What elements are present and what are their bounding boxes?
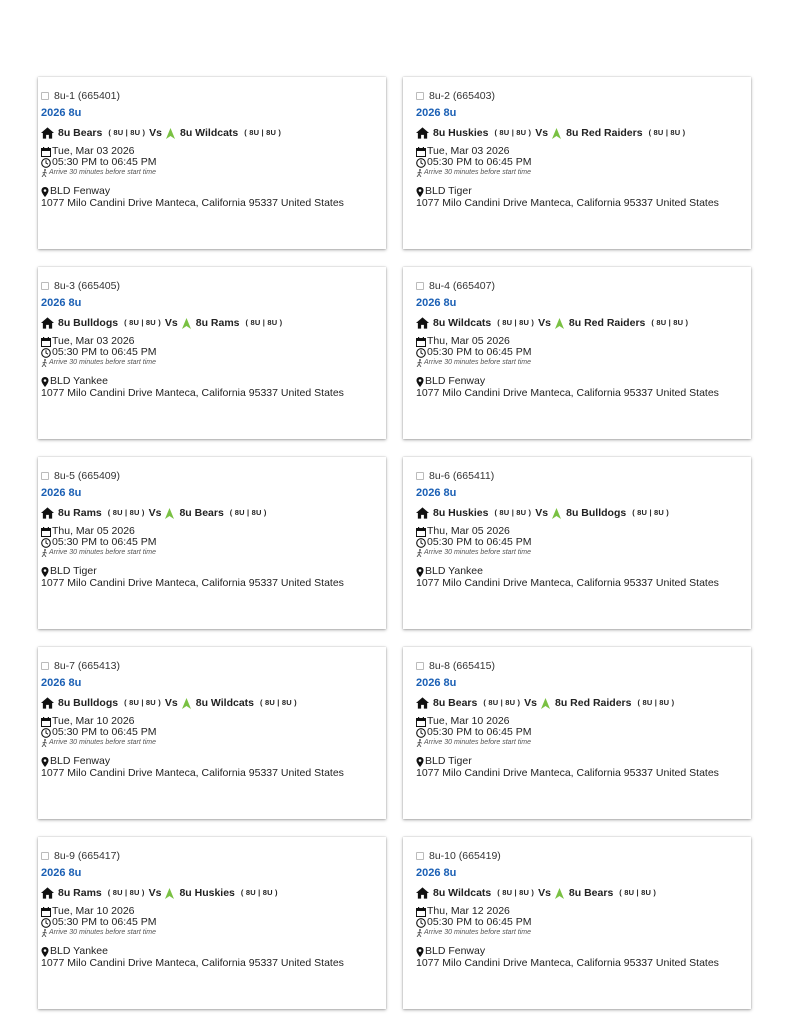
- map-pin-icon: [416, 187, 424, 197]
- game-date: Thu, Mar 05 2026: [427, 525, 510, 537]
- away-team: 8u Wildcats: [180, 127, 239, 139]
- flag-icon: [182, 698, 191, 709]
- game-card: [403, 837, 751, 1009]
- game-id: 8u-4 (665407): [429, 280, 495, 292]
- map-pin-icon: [416, 757, 424, 767]
- away-team-tag: ( 8U | 8U ): [245, 318, 283, 327]
- arrive-row: [41, 738, 382, 748]
- game-id: 8u-7 (665413): [54, 660, 120, 672]
- arrive-row: [416, 358, 747, 368]
- away-team-tag: ( 8U | 8U ): [648, 128, 686, 137]
- walking-person-icon: [41, 549, 48, 557]
- arrive-note: Arrive 30 minutes before start time: [424, 549, 531, 556]
- calendar-icon: [41, 337, 51, 347]
- walking-person-icon: [416, 929, 423, 937]
- game-date: Tue, Mar 03 2026: [52, 145, 135, 157]
- house-icon: [41, 697, 54, 709]
- select-checkbox[interactable]: [41, 282, 49, 290]
- matchup: [416, 886, 747, 900]
- game-id-row: [41, 849, 382, 863]
- game-id: 8u-10 (665419): [429, 850, 501, 862]
- game-card: [403, 77, 751, 249]
- arrive-note: Arrive 30 minutes before start time: [49, 549, 156, 556]
- clock-icon: [416, 728, 426, 738]
- house-icon: [416, 507, 429, 519]
- division-label: 2026 8u: [41, 867, 82, 879]
- away-team: 8u Wildcats: [195, 697, 255, 709]
- game-id: 8u-6 (665411): [429, 470, 495, 482]
- walking-person-icon: [416, 169, 423, 177]
- game-id-row: [41, 279, 382, 293]
- map-pin-icon: [41, 757, 49, 767]
- venue-row: [416, 376, 747, 387]
- select-checkbox[interactable]: [41, 92, 49, 100]
- house-icon: [416, 887, 429, 899]
- home-team: 8u Huskies: [433, 127, 489, 139]
- venue-address: 1077 Milo Candini Drive Manteca, California 95337 United States: [41, 767, 344, 779]
- venue-name: BLD Fenway: [50, 185, 111, 197]
- time-row: [41, 727, 382, 738]
- game-date: Tue, Mar 10 2026: [427, 715, 510, 727]
- venue-name: BLD Tiger: [425, 185, 472, 197]
- home-team-tag: ( 8U | 8U ): [483, 698, 521, 707]
- clock-icon: [41, 538, 51, 548]
- walking-person-icon: [41, 169, 48, 177]
- home-team: 8u Wildcats: [433, 317, 492, 329]
- game-date: Tue, Mar 03 2026: [52, 335, 135, 347]
- game-card: [38, 77, 386, 249]
- house-icon: [416, 697, 429, 709]
- calendar-icon: [41, 717, 51, 727]
- flag-icon: [555, 888, 564, 899]
- select-checkbox[interactable]: [41, 852, 49, 860]
- game-date: Tue, Mar 03 2026: [427, 145, 510, 157]
- game-time: 05:30 PM to 06:45 PM: [427, 536, 532, 548]
- division-label: 2026 8u: [41, 487, 82, 499]
- venue-address: 1077 Milo Candini Drive Manteca, California 95337 United States: [41, 577, 344, 589]
- away-team-tag: ( 8U | 8U ): [637, 698, 675, 707]
- home-team-tag: ( 8U | 8U ): [108, 128, 146, 137]
- venue-name: BLD Tiger: [425, 755, 472, 767]
- house-icon: [41, 507, 54, 519]
- venue-address: 1077 Milo Candini Drive Manteca, California 95337 United States: [416, 767, 719, 779]
- arrive-note: Arrive 30 minutes before start time: [424, 359, 531, 366]
- game-date: Thu, Mar 05 2026: [427, 335, 510, 347]
- game-time: 05:30 PM to 06:45 PM: [427, 726, 532, 738]
- select-checkbox[interactable]: [416, 662, 424, 670]
- calendar-icon: [416, 337, 426, 347]
- division-label: 2026 8u: [416, 487, 457, 499]
- matchup: [416, 506, 747, 520]
- game-id-row: [416, 659, 747, 673]
- division-label: 2026 8u: [416, 677, 457, 689]
- division-label: 2026 8u: [416, 867, 457, 879]
- house-icon: [416, 317, 429, 329]
- away-team: 8u Red Raiders: [555, 697, 632, 709]
- game-card: [38, 837, 386, 1009]
- game-id-row: [416, 279, 747, 293]
- time-row: [416, 157, 747, 168]
- matchup: [41, 506, 382, 520]
- game-time: 05:30 PM to 06:45 PM: [427, 156, 532, 168]
- walking-person-icon: [416, 739, 423, 747]
- game-card: [403, 647, 751, 819]
- away-team: 8u Bulldogs: [566, 507, 627, 519]
- select-checkbox[interactable]: [41, 662, 49, 670]
- clock-icon: [41, 728, 51, 738]
- game-id: 8u-9 (665417): [54, 850, 120, 862]
- home-team: 8u Bears: [433, 697, 478, 709]
- versus-label: Vs: [535, 507, 549, 519]
- venue-row: [41, 946, 382, 957]
- walking-person-icon: [41, 739, 48, 747]
- game-id-row: [41, 469, 382, 483]
- versus-label: Vs: [538, 887, 551, 899]
- calendar-icon: [416, 147, 426, 157]
- clock-icon: [416, 918, 426, 928]
- venue-address: 1077 Milo Candini Drive Manteca, California 95337 United States: [416, 577, 719, 589]
- calendar-icon: [416, 527, 426, 537]
- flag-icon: [552, 508, 561, 519]
- versus-label: Vs: [164, 317, 178, 329]
- venue-address: 1077 Milo Candini Drive Manteca, California 95337 United States: [41, 957, 344, 969]
- flag-icon: [166, 128, 175, 139]
- division-label: 2026 8u: [41, 297, 82, 309]
- versus-label: Vs: [149, 127, 163, 139]
- game-date: Thu, Mar 12 2026: [427, 905, 510, 917]
- arrive-row: [41, 168, 382, 178]
- versus-label: Vs: [538, 317, 551, 329]
- clock-icon: [416, 158, 426, 168]
- away-team: 8u Bears: [568, 887, 614, 899]
- away-team-tag: ( 8U | 8U ): [240, 888, 278, 897]
- game-time: 05:30 PM to 06:45 PM: [427, 346, 532, 358]
- home-team: 8u Rams: [58, 887, 102, 899]
- clock-icon: [41, 918, 51, 928]
- arrive-note: Arrive 30 minutes before start time: [424, 739, 531, 746]
- venue-row: [41, 186, 382, 197]
- arrive-row: [416, 168, 747, 178]
- matchup: [416, 316, 747, 330]
- home-team: 8u Huskies: [433, 507, 489, 519]
- select-checkbox[interactable]: [416, 852, 424, 860]
- matchup: [41, 886, 382, 900]
- venue-name: BLD Yankee: [425, 565, 483, 577]
- game-card: [38, 647, 386, 819]
- away-team-tag: ( 8U | 8U ): [651, 318, 689, 327]
- venue-row: [416, 186, 747, 197]
- select-checkbox[interactable]: [416, 472, 424, 480]
- home-team: 8u Bulldogs: [58, 697, 119, 709]
- game-card: [38, 457, 386, 629]
- arrive-row: [416, 928, 747, 938]
- division-label: 2026 8u: [41, 677, 82, 689]
- walking-person-icon: [41, 359, 48, 367]
- time-row: [416, 537, 747, 548]
- game-id-row: [416, 469, 747, 483]
- venue-name: BLD Fenway: [425, 375, 486, 387]
- game-time: 05:30 PM to 06:45 PM: [427, 916, 532, 928]
- versus-label: Vs: [148, 507, 162, 519]
- walking-person-icon: [41, 929, 48, 937]
- flag-icon: [552, 128, 561, 139]
- game-id: 8u-8 (665415): [429, 660, 495, 672]
- venue-name: BLD Fenway: [50, 755, 111, 767]
- game-id: 8u-2 (665403): [429, 90, 495, 102]
- away-team: 8u Bears: [179, 507, 224, 519]
- game-id-row: [41, 89, 382, 103]
- away-team: 8u Red Raiders: [568, 317, 646, 329]
- game-time: 05:30 PM to 06:45 PM: [52, 346, 157, 358]
- home-team-tag: ( 8U | 8U ): [124, 318, 161, 327]
- flag-icon: [541, 698, 550, 709]
- venue-address: 1077 Milo Candini Drive Manteca, California 95337 United States: [416, 197, 719, 209]
- home-team-tag: ( 8U | 8U ): [494, 128, 532, 137]
- home-team-tag: ( 8U | 8U ): [494, 508, 532, 517]
- game-date: Tue, Mar 10 2026: [52, 905, 135, 917]
- calendar-icon: [416, 717, 426, 727]
- arrive-note: Arrive 30 minutes before start time: [424, 929, 531, 936]
- venue-address: 1077 Milo Candini Drive Manteca, California 95337 United States: [416, 387, 719, 399]
- map-pin-icon: [416, 947, 424, 957]
- game-id-row: [416, 849, 747, 863]
- away-team-tag: ( 8U | 8U ): [260, 698, 297, 707]
- home-team-tag: ( 8U | 8U ): [107, 888, 145, 897]
- select-checkbox[interactable]: [416, 282, 424, 290]
- versus-label: Vs: [524, 697, 538, 709]
- arrive-note: Arrive 30 minutes before start time: [424, 169, 531, 176]
- arrive-row: [416, 548, 747, 558]
- house-icon: [41, 317, 54, 329]
- time-row: [41, 537, 382, 548]
- arrive-row: [41, 548, 382, 558]
- away-team: 8u Huskies: [179, 887, 235, 899]
- clock-icon: [416, 538, 426, 548]
- game-time: 05:30 PM to 06:45 PM: [52, 536, 157, 548]
- venue-row: [416, 756, 747, 767]
- matchup: [41, 126, 382, 140]
- arrive-note: Arrive 30 minutes before start time: [49, 169, 156, 176]
- map-pin-icon: [41, 377, 49, 387]
- arrive-note: Arrive 30 minutes before start time: [49, 739, 156, 746]
- away-team-tag: ( 8U | 8U ): [244, 128, 282, 137]
- house-icon: [41, 127, 54, 139]
- map-pin-icon: [41, 567, 49, 577]
- clock-icon: [41, 158, 51, 168]
- venue-row: [41, 756, 382, 767]
- division-label: 2026 8u: [416, 297, 457, 309]
- home-team-tag: ( 8U | 8U ): [497, 318, 535, 327]
- venue-address: 1077 Milo Candini Drive Manteca, California 95337 United States: [416, 957, 719, 969]
- arrive-row: [41, 358, 382, 368]
- time-row: [416, 727, 747, 738]
- matchup: [416, 696, 747, 710]
- calendar-icon: [41, 907, 51, 917]
- time-row: [416, 917, 747, 928]
- time-row: [41, 157, 382, 168]
- arrive-row: [416, 738, 747, 748]
- versus-label: Vs: [164, 697, 178, 709]
- game-id: 8u-5 (665409): [54, 470, 120, 482]
- division-label: 2026 8u: [41, 107, 82, 119]
- game-card: [403, 457, 751, 629]
- home-team-tag: ( 8U | 8U ): [124, 698, 161, 707]
- home-team-tag: ( 8U | 8U ): [107, 508, 145, 517]
- venue-row: [41, 566, 382, 577]
- clock-icon: [41, 348, 51, 358]
- away-team-tag: ( 8U | 8U ): [619, 888, 657, 897]
- calendar-icon: [41, 147, 51, 157]
- select-checkbox[interactable]: [416, 92, 424, 100]
- division-label: 2026 8u: [416, 107, 457, 119]
- game-card: [403, 267, 751, 439]
- walking-person-icon: [416, 549, 423, 557]
- time-row: [41, 917, 382, 928]
- game-time: 05:30 PM to 06:45 PM: [52, 916, 157, 928]
- away-team: 8u Rams: [195, 317, 240, 329]
- versus-label: Vs: [148, 887, 162, 899]
- venue-address: 1077 Milo Candini Drive Manteca, California 95337 United States: [41, 387, 344, 399]
- home-team-tag: ( 8U | 8U ): [497, 888, 535, 897]
- home-team: 8u Rams: [58, 507, 102, 519]
- game-id-row: [41, 659, 382, 673]
- flag-icon: [182, 318, 191, 329]
- game-date: Tue, Mar 10 2026: [52, 715, 135, 727]
- game-card: [38, 267, 386, 439]
- venue-row: [416, 566, 747, 577]
- game-id-row: [416, 89, 747, 103]
- calendar-icon: [41, 527, 51, 537]
- game-date: Thu, Mar 05 2026: [52, 525, 135, 537]
- flag-icon: [165, 508, 174, 519]
- away-team-tag: ( 8U | 8U ): [229, 508, 267, 517]
- away-team: 8u Red Raiders: [566, 127, 643, 139]
- matchup: [41, 316, 382, 330]
- house-icon: [41, 887, 54, 899]
- game-id: 8u-1 (665401): [54, 90, 120, 102]
- map-pin-icon: [416, 567, 424, 577]
- venue-row: [416, 946, 747, 957]
- home-team: 8u Wildcats: [433, 887, 492, 899]
- select-checkbox[interactable]: [41, 472, 49, 480]
- venue-row: [41, 376, 382, 387]
- home-team: 8u Bears: [58, 127, 103, 139]
- calendar-icon: [416, 907, 426, 917]
- map-pin-icon: [41, 947, 49, 957]
- map-pin-icon: [41, 187, 49, 197]
- game-id: 8u-3 (665405): [54, 280, 120, 292]
- arrive-note: Arrive 30 minutes before start time: [49, 359, 156, 366]
- arrive-row: [41, 928, 382, 938]
- versus-label: Vs: [535, 127, 549, 139]
- game-time: 05:30 PM to 06:45 PM: [52, 726, 157, 738]
- venue-name: BLD Fenway: [425, 945, 486, 957]
- venue-address: 1077 Milo Candini Drive Manteca, California 95337 United States: [41, 197, 344, 209]
- time-row: [416, 347, 747, 358]
- flag-icon: [165, 888, 174, 899]
- clock-icon: [416, 348, 426, 358]
- flag-icon: [555, 318, 564, 329]
- time-row: [41, 347, 382, 358]
- map-pin-icon: [416, 377, 424, 387]
- house-icon: [416, 127, 429, 139]
- away-team-tag: ( 8U | 8U ): [632, 508, 670, 517]
- matchup: [41, 696, 382, 710]
- venue-name: BLD Yankee: [50, 375, 108, 387]
- venue-name: BLD Yankee: [50, 945, 108, 957]
- game-time: 05:30 PM to 06:45 PM: [52, 156, 157, 168]
- home-team: 8u Bulldogs: [58, 317, 119, 329]
- arrive-note: Arrive 30 minutes before start time: [49, 929, 156, 936]
- matchup: [416, 126, 747, 140]
- walking-person-icon: [416, 359, 423, 367]
- venue-name: BLD Tiger: [50, 565, 97, 577]
